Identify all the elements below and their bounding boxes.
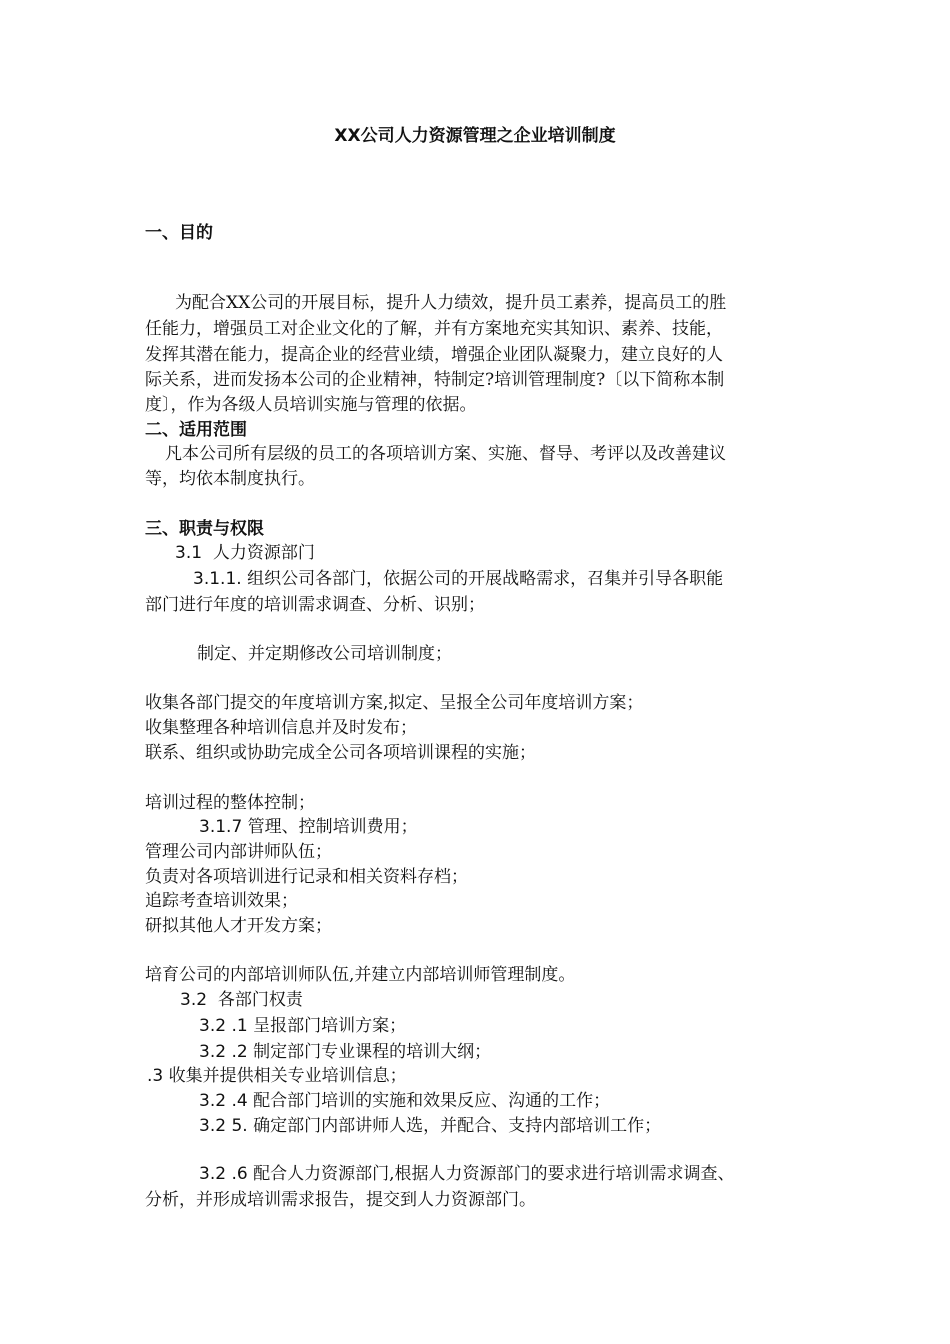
purpose-line-4: 际关系，进而发扬本公司的企业精神，特制定?培训管理制度?〔以下简称本制 <box>145 370 725 390</box>
purpose-line-3: 发挥其潜在能力，提高企业的经营业绩，增强企业团队凝聚力，建立良好的人 <box>145 345 723 365</box>
item-3-2-4 <box>199 1089 610 1114</box>
scope-line-1: 凡本公司所有层级的员工的各项培训方案、实施、督导、考评以及改善建议 <box>165 444 726 464</box>
item-3-1-1 <box>193 567 723 592</box>
item-number: 3.2 .1 <box>199 1016 248 1036</box>
item-3-1-7 <box>199 815 418 840</box>
item-3-2-2 <box>199 1040 491 1065</box>
item-text: 配合部门培训的实施和效果反应、沟通的工作； <box>253 1091 611 1111</box>
item-number: 3.2 .6 <box>199 1164 248 1184</box>
item-text: 制定部门专业课程的培训大纲； <box>253 1042 492 1062</box>
item-text: 管理、控制培训费用； <box>247 817 418 837</box>
item-number: 3.2 5. <box>199 1116 248 1136</box>
item-text: 收集并提供相关专业培训信息； <box>168 1066 407 1086</box>
subsection-3-1 <box>175 541 315 566</box>
item-3-1-8: 管理公司内部讲师队伍； <box>145 842 332 862</box>
item-text: 确定部门内部讲师人选，并配合、支持内部培训工作； <box>253 1116 662 1136</box>
item-3-1-9: 负责对各项培训进行记录和相关资料存档； <box>145 867 468 887</box>
item-3-1-1-continued: 部门进行年度的培训需求调查、分析、识别； <box>145 595 485 615</box>
item-number: 3.2 .4 <box>199 1091 248 1111</box>
section-heading-scope: 二、适用范围 <box>145 420 247 440</box>
section-heading-duties: 三、职责与权限 <box>145 519 264 539</box>
item-3-2-6 <box>199 1162 734 1187</box>
document-title: XX公司人力资源管理之企业培训制度 <box>334 126 616 146</box>
item-text: 呈报部门培训方案； <box>253 1016 407 1036</box>
item-number: 3.1.1. <box>193 569 242 589</box>
item-number: 3.1.7 <box>199 817 243 837</box>
item-3-1-10: 追踪考查培训效果； <box>145 891 298 911</box>
item-number: 3.2 .2 <box>199 1042 248 1062</box>
item-3-1-11: 研拟其他人才开发方案； <box>145 916 332 936</box>
item-number: .3 <box>147 1066 164 1086</box>
item-text: 组织公司各部门，依据公司的开展战略需求，召集并引导各职能 <box>247 569 724 589</box>
item-3-1-3: 收集各部门提交的年度培训方案,拟定、呈报全公司年度培训方案； <box>145 693 644 713</box>
item-3-2-3 <box>147 1064 407 1089</box>
item-3-1-2: 制定、并定期修改公司培训制度； <box>197 644 452 664</box>
item-text: 配合人力资源部门,根据人力资源部门的要求进行培训需求调查、 <box>253 1164 735 1184</box>
purpose-line-1: 为配合XX公司的开展目标，提升人力绩效，提升员工素养，提高员工的胜 <box>175 293 727 313</box>
item-3-1-4: 收集整理各种培训信息并及时发布； <box>145 718 417 738</box>
subsection-title: 人力资源部门 <box>212 543 315 563</box>
subsection-title: 各部门权责 <box>217 990 303 1010</box>
item-3-2-1 <box>199 1014 406 1039</box>
subsection-number: 3.1 <box>175 543 203 563</box>
purpose-line-5: 度〕，作为各级人员培训实施与管理的依据。 <box>145 395 477 415</box>
item-3-2-6-continued: 分析，并形成培训需求报告，提交到人力资源部门。 <box>145 1190 536 1210</box>
item-3-2-5 <box>199 1114 661 1139</box>
subsection-3-2 <box>180 988 303 1013</box>
subsection-number: 3.2 <box>180 990 208 1010</box>
item-3-1-5: 联系、组织或协助完成全公司各项培训课程的实施； <box>145 743 536 763</box>
item-3-1-6: 培训过程的整体控制； <box>145 793 315 813</box>
scope-line-2: 等，均依本制度执行。 <box>145 469 315 489</box>
purpose-line-2: 任能力，增强员工对企业文化的了解，并有方案地充实其知识、素养、技能， <box>145 319 723 339</box>
item-3-1-12: 培育公司的内部培训师队伍,并建立内部培训师管理制度。 <box>145 965 576 985</box>
section-heading-purpose: 一、目的 <box>145 223 213 243</box>
